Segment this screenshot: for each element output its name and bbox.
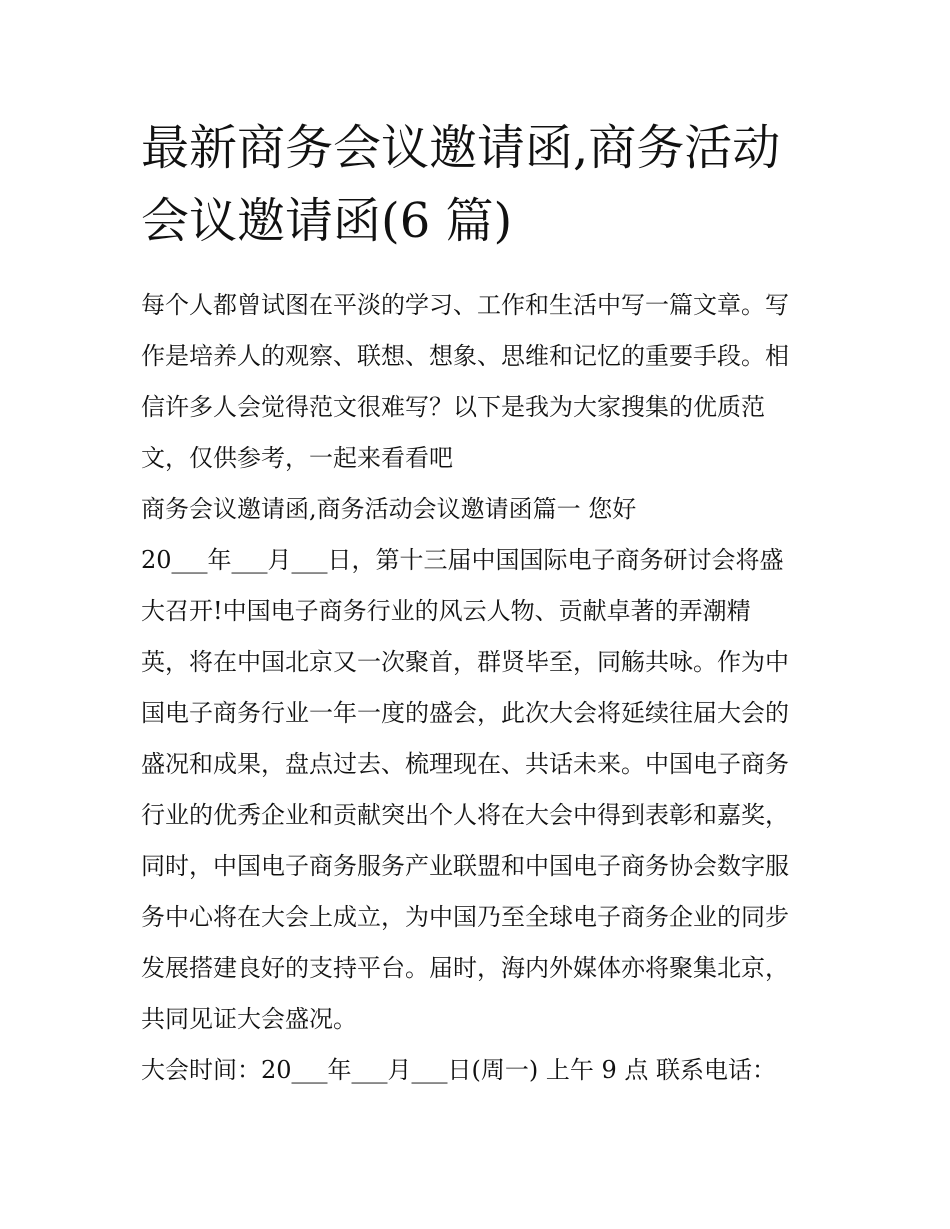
body-line-9: 国电子商务行业一年一度的盛会，此次大会将延续往届大会的 <box>141 699 789 727</box>
title-line-1: 最新商务会议邀请函,商务活动 <box>141 120 781 176</box>
body-line-8: 英，将在中国北京又一次聚首，群贤毕至，同觞共咏。作为中 <box>141 648 789 676</box>
body-line-1: 每个人都曾试图在平淡的学习、工作和生活中写一篇文章。写 <box>141 291 789 319</box>
title-line-2: 会议邀请函(6 篇) <box>141 193 513 249</box>
body-line-4: 文，仅供参考，一起来看看吧 <box>141 444 453 472</box>
body-line-10: 盛况和成果，盘点过去、梳理现在、共话未来。中国电子商务 <box>141 750 789 778</box>
body-line-13: 务中心将在大会上成立，为中国乃至全球电子商务企业的同步 <box>141 903 789 931</box>
meeting-time-line: 大会时间：20___年___月___日(周一) 上午 9 点 联系电话： <box>141 1056 777 1084</box>
document-body <box>141 280 821 1096</box>
body-line-11: 行业的优秀企业和贡献突出个人将在大会中得到表彰和嘉奖， <box>141 801 789 829</box>
body-line-3: 信许多人会觉得范文很难写？以下是我为大家搜集的优质范 <box>141 393 765 421</box>
section-heading-line: 商务会议邀请函,商务活动会议邀请函篇一 您好 <box>141 495 637 523</box>
body-line-7: 大召开!中国电子商务行业的风云人物、贡献卓著的弄潮精 <box>141 597 751 625</box>
document-title <box>141 112 821 258</box>
body-line-12: 同时，中国电子商务服务产业联盟和中国电子商务协会数字服 <box>141 852 789 880</box>
body-line-15: 共同见证大会盛况。 <box>141 1005 357 1033</box>
body-line-2: 作是培养人的观察、联想、想象、思维和记忆的重要手段。相 <box>141 342 789 370</box>
body-line-14: 发展搭建良好的支持平台。届时，海内外媒体亦将聚集北京， <box>141 954 789 982</box>
body-line-6: 20___年___月___日，第十三届中国国际电子商务研讨会将盛 <box>141 546 784 574</box>
